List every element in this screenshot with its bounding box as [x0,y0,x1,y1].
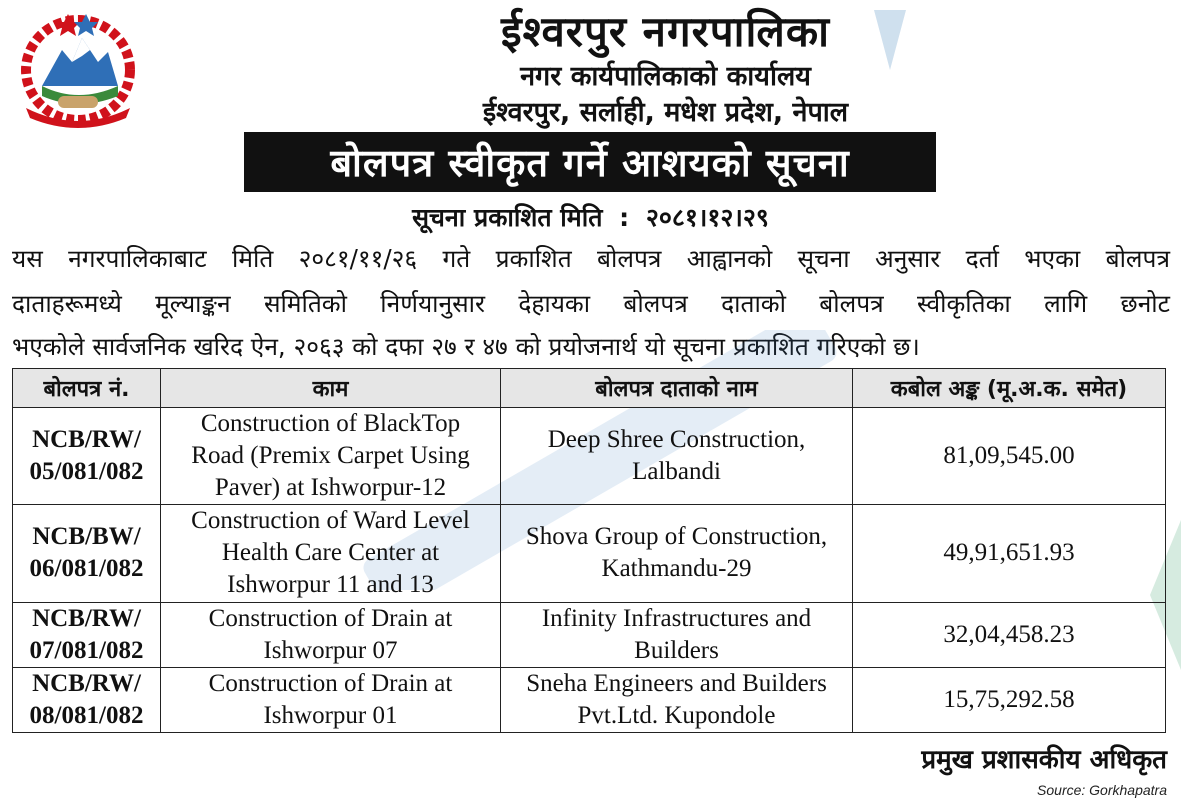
bid-number-cell [13,505,161,602]
amount-cell: 15,75,292.58 [853,667,1166,732]
work-line: Road (Premix Carpet Using [191,442,470,470]
table-row [13,408,1166,505]
nepal-emblem-icon [12,8,144,130]
work-line: Ishworpur 01 [263,701,398,729]
amount-cell: 49,91,651.93 [853,505,1166,602]
publication-date-label: सूचना प्रकाशित मिति [412,203,603,232]
work-line: Construction of BlackTop [200,410,461,438]
table-row [13,602,1166,667]
publication-date-separator: : [619,203,630,232]
table-row [13,667,1166,732]
bidder-cell [501,602,853,667]
bid-number-line: 06/081/082 [29,555,144,583]
bidder-line: Lalbandi [632,458,721,486]
source-credit: Source: Gorkhapatra [1037,782,1167,798]
work-line: Ishworpur 11 and 13 [227,571,434,599]
table-row [13,505,1166,602]
bidder-line: Sneha Engineers and Builders [526,669,827,697]
bidder-line: Infinity Infrastructures and [541,604,812,632]
bidder-line: Pvt.Ltd. Kupondole [577,701,776,729]
notice-body-line: दाताहरूमध्ये मूल्याङ्कन समितिको निर्णयानुसार देहायका बोलपत्र दाताको बोलपत्र स्वीकृतिका लागि छनोट [12,289,1170,318]
notice-body-line: भएकोले सार्वजनिक खरिद ऐन, २०६३ को दफा २७ र ४७ को प्रयोजनार्थ यो सूचना प्रकाशित गरिएको छ। [12,332,920,361]
col-header-amount: कबोल अङ्क (मू.अ.क. समेत) [853,369,1166,408]
bid-number-line: NCB/RW/ [32,426,141,454]
bid-number-cell [13,602,161,667]
decorative-shape [874,10,906,70]
amount-cell: 81,09,545.00 [853,408,1166,505]
notice-title: बोलपत्र स्वीकृत गर्ने आशयको सूचना [330,141,850,185]
work-cell [161,602,501,667]
office-address: ईश्वरपुर, सर्लाही, मधेश प्रदेश, नेपाल [482,97,849,128]
bidder-cell [501,667,853,732]
signatory-title: प्रमुख प्रशासकीय अधिकृत [921,745,1167,775]
bidder-cell [501,408,853,505]
work-line: Ishworpur 07 [263,636,398,664]
work-cell [161,408,501,505]
bid-number-line: NCB/RW/ [32,604,141,632]
bid-number-line: NCB/BW/ [32,523,141,551]
office-name: नगर कार्यपालिकाको कार्यालय [520,61,811,92]
table-header-row [13,369,1166,408]
work-line: Paver) at Ishworpur-12 [214,474,447,502]
bid-number-line: 07/081/082 [29,636,144,664]
bidder-line: Builders [634,636,719,664]
bid-number-line: 05/081/082 [29,458,144,486]
work-line: Construction of Drain at [208,669,453,697]
col-header-bidder: बोलपत्र दाताको नाम [501,369,853,408]
work-line: Health Care Center at [221,539,440,567]
bid-number-line: NCB/RW/ [32,669,141,697]
work-line: Construction of Drain at [208,604,453,632]
col-header-bid-no: बोलपत्र नं. [13,369,161,408]
bid-number-line: 08/081/082 [29,701,144,729]
work-line: Construction of Ward Level [191,507,470,535]
publication-date-line [0,200,1181,234]
bidder-cell [501,505,853,602]
bidder-line: Shova Group of Construction, [525,523,828,551]
bidder-line: Deep Shree Construction, [547,426,806,454]
publication-date-value: २०८१।१२।२९ [645,203,769,232]
work-cell [161,667,501,732]
municipality-name: ईश्वरपुर नगरपालिका [500,7,830,56]
amount-cell: 32,04,458.23 [853,602,1166,667]
work-cell [161,505,501,602]
bid-number-cell [13,408,161,505]
col-header-work: काम [161,369,501,408]
bidder-line: Kathmandu-29 [601,555,752,583]
notice-body-line: यस नगरपालिकाबाट मिति २०८१/११/२६ गते प्रकाशित बोलपत्र आह्वानको सूचना अनुसार दर्ता भएका बोलपत्र [12,244,1170,273]
bid-number-cell [13,667,161,732]
notice-title-banner [244,132,936,192]
bid-table [12,368,1166,733]
